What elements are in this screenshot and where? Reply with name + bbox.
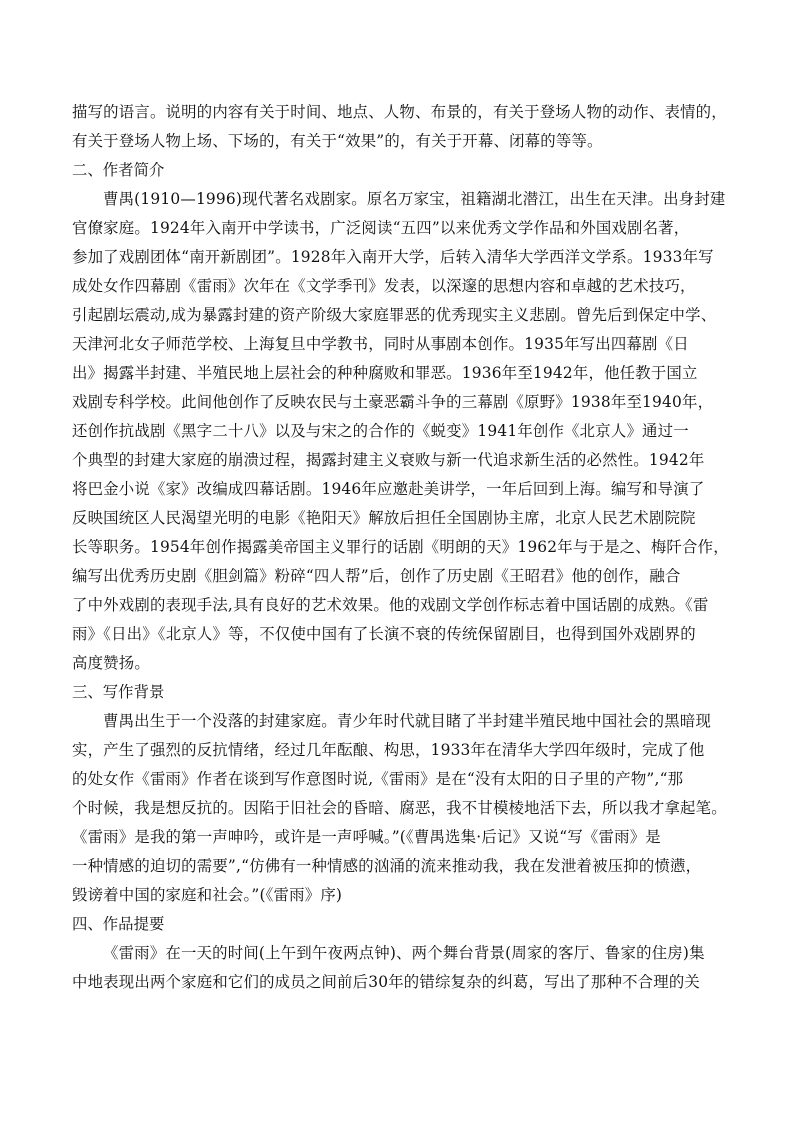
document-page — [72, 98, 729, 997]
text-line: 一种情感的迫切的需要”,“仿佛有一种情感的汹涌的流来推动我，我在发泄着被压抑的愤懑， — [72, 857, 702, 875]
text-line: 高度赞扬。 — [72, 654, 150, 672]
text-line: 雨》《日出》《北京人》等，不仅使中国有了长演不衰的传统保留剧目，也得到国外戏剧界的 — [72, 625, 696, 643]
text-line: 反映国统区人民渴望光明的电影《艳阳天》解放后担任全国剧协主席，北京人民艺术剧院院 — [72, 509, 696, 527]
summary-paragraph — [72, 939, 724, 997]
author-bio-paragraph — [72, 185, 729, 678]
text-line: 实，产生了强烈的反抗情绪，经过几年酝酿、构思，1933年在清华大学四年级时，完成了他 — [72, 741, 705, 759]
text-line: 曹禺出生于一个没落的封建家庭。青少年时代就目睹了半封建半殖民地中国社会的黑暗现 — [103, 712, 712, 730]
text-line: 《雷雨》是我的第一声呻吟，或许是一声呼喊。”(《曹禺选集·后记》又说“写《雷雨》是 — [72, 828, 661, 846]
text-line: 有关于登场人物上场、下场的，有关于“效果”的，有关于开幕、闭幕的等等。 — [72, 132, 603, 150]
text-line: 成处女作四幕剧《雷雨》次年在《文学季刊》发表，以深邃的思想内容和卓越的艺术技巧， — [72, 277, 696, 295]
text-line: 的处女作《雷雨》作者在谈到写作意图时说,《雷雨》是在“没有太阳的日子里的产物”,“那 — [72, 770, 684, 788]
text-line: 长等职务。1954年创作揭露美帝国主义罪行的话剧《明朗的天》1962年与于是之、梅阡合作， — [72, 538, 729, 556]
text-line: 将巴金小说《家》改编成四幕话剧。1946年应邀赴美讲学，一年后回到上海。编写和导演了 — [72, 480, 705, 498]
text-line: 参加了戏剧团体“南开新剧团”。1928年入南开大学，后转入清华大学西洋文学系。1933年写 — [72, 248, 714, 266]
text-line: 还创作抗战剧《黑字二十八》以及与宋之的合作的《蜕变》1941年创作《北京人》通过一 — [72, 422, 689, 440]
text-line: 戏剧专科学校。此间他创作了反映农民与土豪恶霸斗争的三幕剧《原野》1938年至1940年， — [72, 393, 714, 411]
text-line: 了中外戏剧的表现手法,具有良好的艺术效果。他的戏剧文学创作标志着中国话剧的成熟。《雷 — [72, 596, 709, 614]
text-line: 《雷雨》在一天的时间(上午到午夜两点钟)、两个舞台背景(周家的客厅、鲁家的住房)集 — [103, 944, 705, 962]
section-heading-summary: 四、作品提要 — [72, 915, 165, 933]
text-line: 引起剧坛震动,成为暴露封建的资产阶级大家庭罪恶的优秀现实主义悲剧。曾先后到保定中学、 — [72, 306, 717, 324]
text-line: 曹禺(1910—1996)现代著名戏剧家。原名万家宝，祖籍湖北潜江，出生在天津。出身封建 — [103, 190, 726, 208]
text-line: 出》揭露半封建、半殖民地上层社会的种种腐败和罪恶。1936年至1942年，他任教于国立 — [72, 364, 698, 382]
intro-paragraph — [72, 98, 727, 156]
section-heading-author: 二、作者简介 — [72, 161, 165, 179]
text-line: 官僚家庭。1924年入南开中学读书，广泛阅读“五四”以来优秀文学作品和外国戏剧名著， — [72, 219, 690, 237]
section-heading-background: 三、写作背景 — [72, 683, 165, 701]
text-line: 毁谤着中国的家庭和社会。”(《雷雨》序) — [72, 886, 343, 904]
background-paragraph — [72, 707, 727, 910]
text-line: 中地表现出两个家庭和它们的成员之间前后30年的错综复杂的纠葛，写出了那种不合理的关 — [72, 973, 701, 991]
text-line: 个典型的封建大家庭的崩溃过程，揭露封建主义衰败与新一代追求新生活的必然性。1942年 — [72, 451, 705, 469]
text-line: 个时候，我是想反抗的。因陷于旧社会的昏暗、腐恶，我不甘模棱地活下去，所以我才拿起笔。 — [72, 799, 727, 817]
text-line: 天津河北女子师范学校、上海复旦中学教书，同时从事剧本创作。1935年写出四幕剧《日 — [72, 335, 689, 353]
text-line: 编写出优秀历史剧《胆剑篇》粉碎“四人帮”后，创作了历史剧《王昭君》他的创作，融合 — [72, 567, 681, 585]
text-line: 描写的语言。说明的内容有关于时间、地点、人物、布景的，有关于登场人物的动作、表情的， — [72, 103, 727, 121]
